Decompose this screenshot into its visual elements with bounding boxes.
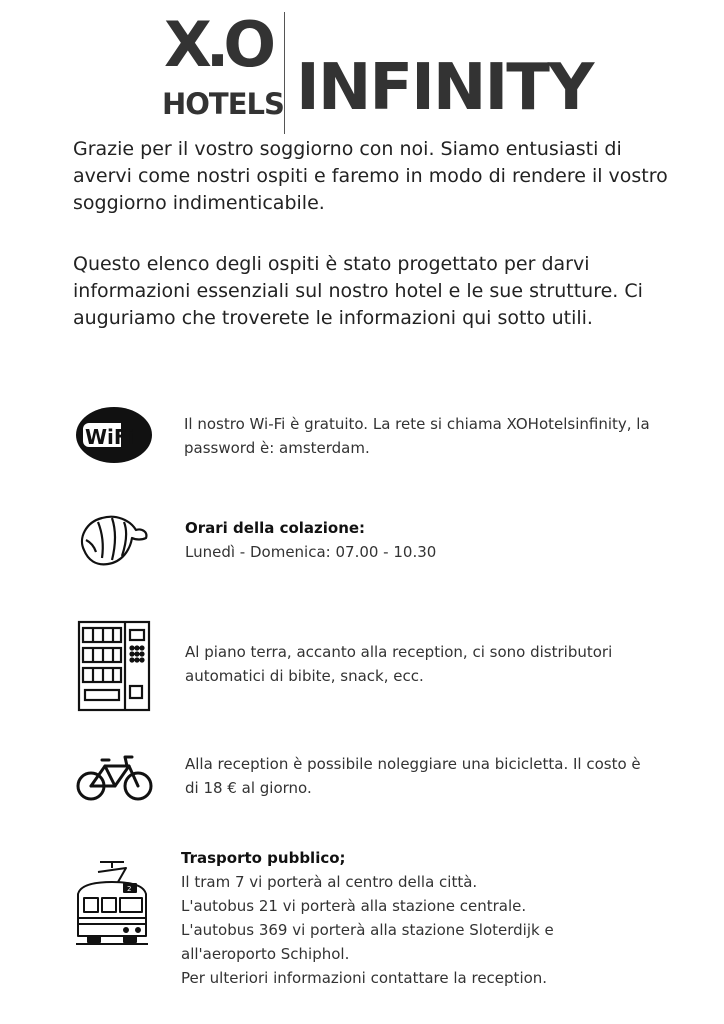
transport-line-contact: Per ulteriori informazioni contattare la reception. xyxy=(181,969,548,987)
logo-hotels-text: HOTELS xyxy=(162,87,284,121)
intro-paragraph-2: Questo elenco degli ospiti è stato progettato per darvi informazioni essenziali sul nostro hotel e le sue strutture. Ci auguriamo che troverete le informazioni qui sotto utili. xyxy=(73,253,643,329)
transport-line-bus21: L'autobus 21 vi porterà alla stazione centrale. xyxy=(181,897,527,915)
hotel-logo xyxy=(160,8,593,136)
wifi-icon xyxy=(75,406,153,464)
logo-infinity-text: INFINITY xyxy=(296,51,593,125)
wifi-icon-text-wi: WiFi xyxy=(85,425,135,449)
tram-icon xyxy=(74,858,150,946)
intro-paragraph-1: Grazie per il vostro soggiorno con noi. Siamo entusiasti di avervi come nostri ospiti e faremo in modo di rendere il vostro soggiorno indimenticabile. xyxy=(73,138,668,214)
vending-machine-icon xyxy=(77,620,151,712)
vending-text: Al piano terra, accanto alla reception, ci sono distributori automatici di bibite, snack, ecc. xyxy=(185,643,613,685)
croissant-icon xyxy=(76,510,150,572)
transport-heading: Trasporto pubblico; xyxy=(181,849,346,867)
transport-line-tram7: Il tram 7 vi porterà al centro della città. xyxy=(181,873,478,891)
breakfast-heading: Orari della colazione: xyxy=(185,519,366,537)
transport-text xyxy=(181,846,671,990)
bicycle-icon xyxy=(75,752,155,802)
wifi-text: Il nostro Wi-Fi è gratuito. La rete si chiama XOHotelsinfinity, la password è: amsterdam. xyxy=(184,415,650,457)
tram-number: 2 xyxy=(127,885,132,893)
bicycle-text: Alla reception è possibile noleggiare una bicicletta. Il costo è di 18 € al giorno. xyxy=(185,755,641,797)
logo-divider xyxy=(284,12,285,134)
logo-mark-text: X.O xyxy=(164,8,271,81)
breakfast-hours: Lunedì - Domenica: 07.00 - 10.30 xyxy=(185,543,437,561)
transport-line-bus369: L'autobus 369 vi porterà alla stazione Sloterdijk e all'aeroporto Schiphol. xyxy=(181,921,554,963)
breakfast-text xyxy=(185,516,645,564)
